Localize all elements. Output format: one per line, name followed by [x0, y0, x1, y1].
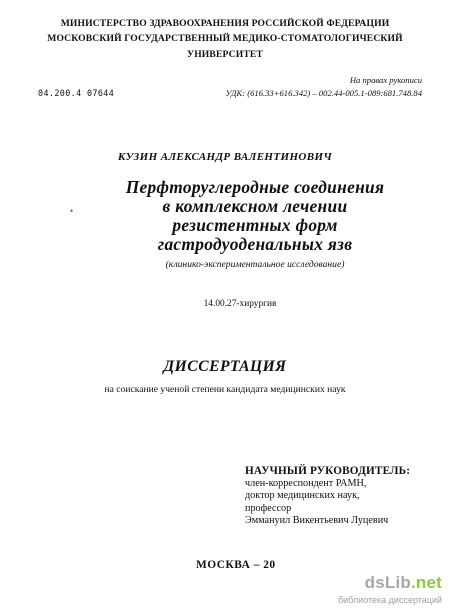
dslib-tagline: библиотека диссертаций [337, 595, 442, 605]
dslib-logo [365, 573, 442, 593]
dslib-logo-tld: .net [410, 573, 442, 592]
document-type-heading: ДИССЕРТАЦИЯ [163, 358, 287, 375]
supervisor-block [245, 465, 410, 528]
dslib-logo-main: dsLib [364, 573, 411, 592]
title-line: Перфторуглеродные соединения [125, 177, 385, 197]
supervisor-name: Эммануил Викентьевич Луцевич [245, 515, 389, 527]
title-line: гастродуоденальных язв [157, 234, 353, 254]
author-name: КУЗИН АЛЕКСАНДР ВАЛЕНТИНОВИЧ [117, 151, 333, 163]
supervisor-line: доктор медицинских наук, [245, 490, 360, 502]
dissertation-title [95, 178, 415, 254]
supervisor-line: профессор [245, 502, 292, 514]
title-line: в комплексном лечении [162, 196, 348, 216]
supervisor-line: член-корреспондент РАМН, [245, 477, 367, 489]
title-line: резистентных форм [172, 215, 338, 235]
specialty-code: 14.00.27-хирургия [203, 299, 277, 309]
supervisor-label: НАУЧНЫЙ РУКОВОДИТЕЛЬ: [245, 465, 411, 477]
ministry-name: МИНИСТЕРСТВО ЗДРАВООХРАНЕНИЯ РОССИЙСКОЙ ФЕДЕРАЦИИ [60, 18, 390, 29]
udk-code: УДК: (616.33+616.342) – 002.44-005.1-089:681.748.84 [225, 88, 422, 98]
dissertation-subtitle: (клинико-экспериментальное исследование) [165, 259, 345, 270]
degree-statement: на соискание ученой степени кандидата медицинских наук [104, 384, 346, 395]
dslib-watermark[interactable] [337, 569, 450, 609]
city-year: МОСКВА – 20 [196, 559, 276, 571]
scan-speck: • [70, 206, 74, 216]
inventory-number: 04.200.4 07644 [38, 88, 115, 98]
university-name-line-2: УНИВЕРСИТЕТ [187, 49, 263, 60]
rights-notice: На правах рукописи [349, 75, 422, 85]
university-name-line-1: МОСКОВСКИЙ ГОСУДАРСТВЕННЫЙ МЕДИКО-СТОМАТОЛОГИЧЕСКИЙ [47, 33, 403, 44]
